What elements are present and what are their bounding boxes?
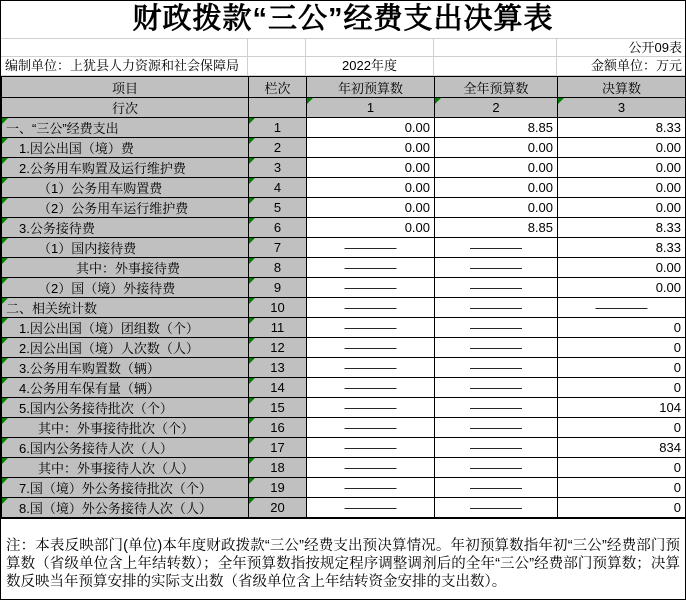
item-cell: （1）公务用车购置费 [2,178,249,198]
meta-spacer [434,57,557,75]
error-triangle-icon [249,298,255,304]
error-triangle-icon [2,178,8,184]
table-row [2,378,686,398]
error-triangle-icon [2,318,8,324]
item-cell: 4.公务用车保有量（辆） [2,378,249,398]
error-triangle-icon [2,438,8,444]
initial-budget-cell: ———— [307,358,435,378]
error-triangle-icon [249,498,255,504]
item-cell: 其中：外事接待批次（个） [2,418,249,438]
annual-budget-cell: ———— [435,318,558,338]
error-triangle-icon [2,298,8,304]
initial-budget-cell: ———— [307,238,435,258]
header-row [2,77,686,98]
item-cell: 2.因公出国（境）人次数（人） [2,338,249,358]
initial-budget-cell: 0.00 [307,138,435,158]
initial-budget-cell: ———— [307,498,435,518]
final-amount-cell: 8.33 [558,118,686,138]
meta-spacer [1,39,248,56]
line-number-cell: 11 [249,318,307,338]
final-amount-cell: 8.33 [558,218,686,238]
error-triangle-icon [307,98,313,104]
table-row [2,478,686,498]
error-triangle-icon [2,198,8,204]
amount-unit: 金额单位：万元 [590,58,682,73]
error-triangle-icon [249,338,255,344]
final-amount-cell: 0.00 [558,158,686,178]
footnote: 注：本表反映部门(单位)本年度财政拨款“三公”经费支出预决算情况。年初预算数指年初“三公”经费部门预算数（省级单位含上年结转数）；全年预算数指按规定程序调整调剂后的全年“三公”经费部门预算数；决算数反映当年预算安排的实际支出数（省级单位含上年结转资金安排的支出数）。 [1,518,685,600]
line-number-cell: 18 [249,458,307,478]
annual-budget-cell: ———— [435,358,558,378]
error-triangle-icon [249,418,255,424]
table-row [2,298,686,318]
error-triangle-icon [249,158,255,164]
error-triangle-icon [2,418,8,424]
error-triangle-icon [2,358,8,364]
table-row [2,338,686,358]
final-amount-cell: 0 [558,338,686,358]
line-number-cell: 2 [249,138,307,158]
final-amount-cell: 0 [558,498,686,518]
initial-budget-cell: ———— [307,278,435,298]
item-cell: 7.国（境）外公务接待批次（个） [2,478,249,498]
org-year-unit-row [1,57,685,76]
line-number-cell: 20 [249,498,307,518]
annual-budget-cell: ———— [435,378,558,398]
final-amount-cell: 0 [558,358,686,378]
final-amount-cell: 0.00 [558,198,686,218]
annual-budget-cell: ———— [435,458,558,478]
initial-budget-cell: 0.00 [307,158,435,178]
annual-budget-cell: 8.85 [435,218,558,238]
error-triangle-icon [249,458,255,464]
error-triangle-icon [249,258,255,264]
meta-spacer [306,39,434,56]
error-triangle-icon [2,138,8,144]
final-amount-cell: 8.33 [558,238,686,258]
line-number-cell: 13 [249,358,307,378]
table-row [2,358,686,378]
error-triangle-icon [2,478,8,484]
final-amount-cell: 0 [558,318,686,338]
line-number-cell: 7 [249,238,307,258]
final-amount-cell: 104 [558,398,686,418]
item-cell: 3.公务用车购置数（辆） [2,358,249,378]
error-triangle-icon [2,258,8,264]
table-row [2,238,686,258]
col-header-lane: 栏次 [249,77,307,98]
col-header-final: 决算数 [558,77,686,98]
initial-budget-cell: ———— [307,438,435,458]
col-header-initial-budget: 年初预算数 [307,77,435,98]
item-cell: 2.公务用车购置及运行维护费 [2,158,249,178]
col-header-annual-budget: 全年预算数 [435,77,558,98]
line-number-cell: 3 [249,158,307,178]
line-number-cell: 9 [249,278,307,298]
table-row [2,138,686,158]
sheet-code: 公开09表 [628,40,682,55]
final-amount-cell: 0 [558,418,686,438]
annual-budget-cell: ———— [435,478,558,498]
table-row [2,198,686,218]
error-triangle-icon [2,458,8,464]
item-cell: （1）国内接待费 [2,238,249,258]
table-row [2,118,686,138]
col-header-item: 项目 [2,77,249,98]
initial-budget-cell: 0.00 [307,198,435,218]
initial-budget-cell: ———— [307,298,435,318]
initial-budget-cell: ———— [307,378,435,398]
initial-budget-cell: ———— [307,258,435,278]
table-row [2,398,686,418]
error-triangle-icon [2,218,8,224]
table-row [2,418,686,438]
annual-budget-cell: ———— [435,278,558,298]
item-cell: 8.国（境）外公务接待人次（人） [2,498,249,518]
table-row [2,498,686,518]
meta-spacer [434,39,557,56]
line-number-cell: 14 [249,378,307,398]
initial-budget-cell: 0.00 [307,118,435,138]
col-num-2: 2 [435,98,558,118]
table-body [2,118,686,518]
final-amount-cell: 0 [558,378,686,398]
error-triangle-icon [2,278,8,284]
item-cell: 二、相关统计数 [2,298,249,318]
line-number-row [2,98,686,118]
annual-budget-cell: ———— [435,238,558,258]
item-cell: 1.因公出国（境）团组数（个） [2,318,249,338]
item-cell: 3.公务接待费 [2,218,249,238]
line-number-cell: 1 [249,118,307,138]
annual-budget-cell: 0.00 [435,198,558,218]
annual-budget-cell: ———— [435,418,558,438]
annual-budget-cell: ———— [435,438,558,458]
initial-budget-cell: ———— [307,418,435,438]
item-cell: 其中：外事接待人次（人） [2,458,249,478]
error-triangle-icon [249,318,255,324]
item-cell: （2）国（境）外接待费 [2,278,249,298]
annual-budget-cell: 0.00 [435,158,558,178]
final-amount-cell: ———— [558,298,686,318]
line-number-cell: 8 [249,258,307,278]
final-amount-cell: 0.00 [558,278,686,298]
error-triangle-icon [249,478,255,484]
item-cell: 1.因公出国（境）费 [2,138,249,158]
line-number-cell: 10 [249,298,307,318]
meta-spacer [248,39,306,56]
initial-budget-cell: 0.00 [307,178,435,198]
item-cell: 5.国内公务接待批次（个） [2,398,249,418]
blank-cell [249,98,307,118]
annual-budget-cell: ———— [435,498,558,518]
item-cell: 其中：外事接待费 [2,258,249,278]
final-amount-cell: 0 [558,478,686,498]
error-triangle-icon [249,178,255,184]
meta-spacer [248,57,306,75]
sheet-code-row [1,39,685,57]
table-row [2,318,686,338]
error-triangle-icon [2,158,8,164]
initial-budget-cell: ———— [307,338,435,358]
table-row [2,158,686,178]
error-triangle-icon [2,498,8,504]
initial-budget-cell: ———— [307,398,435,418]
line-number-cell: 15 [249,398,307,418]
error-triangle-icon [249,398,255,404]
col-num-1: 1 [307,98,435,118]
final-amount-cell: 0.00 [558,258,686,278]
error-triangle-icon [249,358,255,364]
error-triangle-icon [435,98,441,104]
initial-budget-cell: 0.00 [307,218,435,238]
annual-budget-cell: ———— [435,298,558,318]
row-line-label: 行次 [2,98,249,118]
line-number-cell: 6 [249,218,307,238]
item-cell: （2）公务用车运行维护费 [2,198,249,218]
table-row [2,438,686,458]
line-number-cell: 16 [249,418,307,438]
col-num-3: 3 [558,98,686,118]
table-row [2,258,686,278]
table-row [2,278,686,298]
item-cell: 一、“三公”经费支出 [2,118,249,138]
error-triangle-icon [249,238,255,244]
page-title: 财政拨款“三公”经费支出决算表 [1,1,685,39]
annual-budget-cell: ———— [435,338,558,358]
initial-budget-cell: ———— [307,318,435,338]
prepared-by: 编制单位：上犹县人力资源和社会保障局 [1,57,248,75]
table-row [2,218,686,238]
error-triangle-icon [2,118,8,124]
line-number-cell: 4 [249,178,307,198]
error-triangle-icon [249,438,255,444]
error-triangle-icon [249,218,255,224]
error-triangle-icon [2,238,8,244]
item-cell: 6.国内公务接待人次（人） [2,438,249,458]
error-triangle-icon [2,378,8,384]
error-triangle-icon [249,118,255,124]
fiscal-year: 2022年度 [306,57,434,75]
error-triangle-icon [2,338,8,344]
table-row [2,458,686,478]
annual-budget-cell: 0.00 [435,178,558,198]
line-number-cell: 17 [249,438,307,458]
expenses-table [1,76,686,518]
initial-budget-cell: ———— [307,478,435,498]
error-triangle-icon [249,198,255,204]
final-amount-cell: 0 [558,458,686,478]
final-amount-cell: 0.00 [558,178,686,198]
annual-budget-cell: ———— [435,398,558,418]
final-amount-cell: 0.00 [558,138,686,158]
error-triangle-icon [249,378,255,384]
line-number-cell: 12 [249,338,307,358]
annual-budget-cell: 0.00 [435,138,558,158]
error-triangle-icon [2,398,8,404]
error-triangle-icon [249,138,255,144]
line-number-cell: 19 [249,478,307,498]
annual-budget-cell: ———— [435,258,558,278]
error-triangle-icon [249,278,255,284]
table-row [2,178,686,198]
line-number-cell: 5 [249,198,307,218]
error-triangle-icon [558,98,564,104]
final-amount-cell: 834 [558,438,686,458]
initial-budget-cell: ———— [307,458,435,478]
annual-budget-cell: 8.85 [435,118,558,138]
